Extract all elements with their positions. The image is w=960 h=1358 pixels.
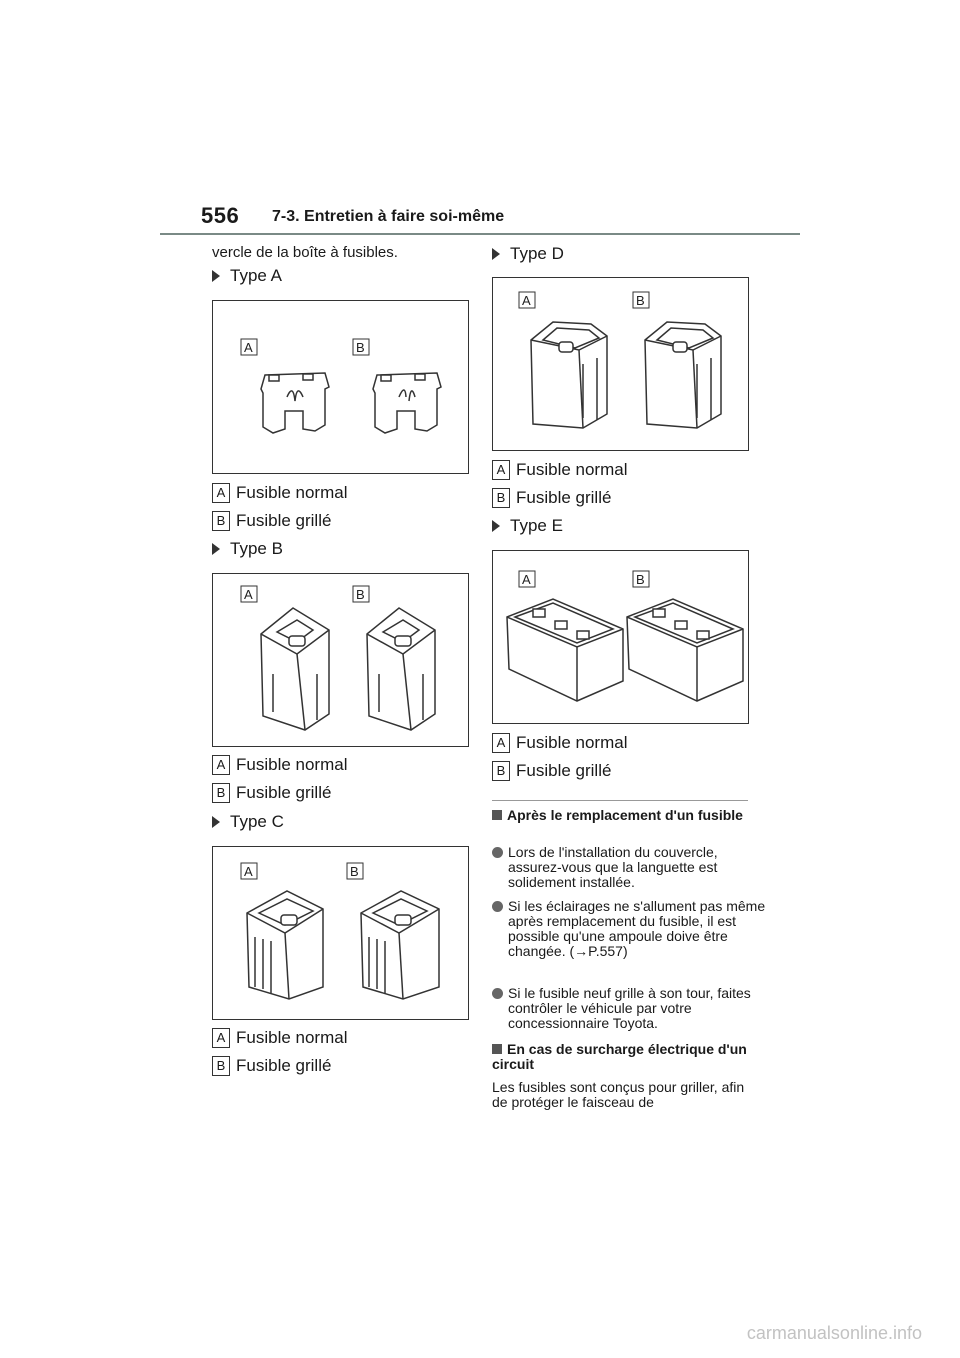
fuse-b-blown: [361, 891, 439, 999]
type-e-illustration: [493, 551, 748, 723]
type-d-legend-b: [492, 487, 611, 509]
fuse-a-normal: [247, 891, 323, 999]
tag-b-badge: B: [212, 1056, 230, 1076]
svg-text:B: B: [636, 293, 645, 308]
type-a-heading: [212, 266, 282, 286]
watermark: carmanualsonline.info: [746, 1323, 922, 1343]
type-c-legend-b: [212, 1055, 331, 1077]
legend-label: Fusible normal: [236, 483, 348, 502]
tag-a-badge: A: [492, 733, 510, 753]
legend-label: Fusible grillé: [236, 511, 332, 530]
note-bullet-1: [492, 845, 764, 890]
type-a-heading-text: Type A: [230, 266, 282, 285]
notes-divider: [492, 800, 748, 801]
type-b-heading: [212, 539, 283, 559]
svg-text:A: A: [522, 293, 531, 308]
fuse-b-blown: [367, 608, 435, 730]
type-b-legend-a: [212, 754, 348, 776]
svg-text:A: A: [244, 340, 253, 355]
type-c-illustration: [213, 847, 468, 1019]
section-title: 7-3. Entretien à faire soi-même: [272, 208, 505, 225]
header-rule: [160, 233, 800, 235]
type-a-legend-a: [212, 482, 348, 504]
tag-a: [519, 571, 535, 587]
square-bullet-icon: [492, 1044, 502, 1054]
tag-b: [633, 292, 649, 308]
tag-a: [519, 292, 535, 308]
type-c-heading: [212, 812, 284, 832]
tag-b: [633, 571, 649, 587]
tag-b-badge: B: [212, 511, 230, 531]
svg-text:B: B: [356, 340, 365, 355]
svg-text:A: A: [244, 864, 253, 879]
type-e-heading-text: Type E: [510, 516, 563, 535]
overload-heading-text: En cas de surcharge électrique d'un circuit: [492, 1041, 747, 1072]
arrow-icon: [492, 248, 500, 260]
legend-label: Fusible grillé: [516, 761, 612, 780]
type-b-heading-text: Type B: [230, 539, 283, 558]
note-bullet-3: [492, 986, 764, 1031]
tag-a-badge: A: [212, 755, 230, 775]
fuse-b-blown: [627, 599, 743, 701]
type-d-heading-text: Type D: [510, 244, 564, 263]
type-b-legend-b: [212, 782, 331, 804]
type-b-illustration: [213, 574, 468, 746]
type-e-figure: [492, 550, 749, 724]
legend-label: Fusible grillé: [516, 488, 612, 507]
fuse-a-normal: [507, 599, 623, 701]
after-replacement-heading: [492, 808, 752, 823]
type-e-legend-b: [492, 760, 611, 782]
legend-label: Fusible grillé: [236, 783, 332, 802]
tag-b-badge: B: [492, 488, 510, 508]
square-bullet-icon: [492, 810, 502, 820]
type-b-figure: [212, 573, 469, 747]
bullet-dot-icon: [492, 901, 503, 912]
legend-label: Fusible normal: [516, 460, 628, 479]
tag-a: [241, 339, 257, 355]
after-replacement-heading-text: Après le remplacement d'un fusible: [507, 807, 743, 823]
tag-b: [353, 339, 369, 355]
note-bullet-3-text: Si le fusible neuf grille à son tour, faites contrôler le véhicule par votre concessionnaire Toyota.: [508, 985, 751, 1031]
type-c-figure: [212, 846, 469, 1020]
tag-b: [347, 863, 363, 879]
type-d-legend-a: [492, 459, 628, 481]
legend-label: Fusible grillé: [236, 1056, 332, 1075]
overload-heading: [492, 1042, 752, 1072]
tag-a: [241, 863, 257, 879]
type-a-legend-b: [212, 510, 331, 532]
fuse-a-normal: [531, 322, 607, 428]
arrow-icon: [212, 543, 220, 555]
bullet-dot-icon: [492, 847, 503, 858]
svg-text:B: B: [350, 864, 359, 879]
tag-b: [353, 586, 369, 602]
svg-text:A: A: [244, 587, 253, 602]
fuse-a-normal: [261, 373, 329, 433]
type-e-heading: [492, 516, 563, 536]
tag-b-badge: B: [492, 761, 510, 781]
tag-a-badge: A: [212, 483, 230, 503]
svg-text:B: B: [636, 572, 645, 587]
arrow-icon: [492, 520, 500, 532]
note-bullet-1-text: Lors de l'installation du couvercle, assurez-vous que la languette est solidement installée.: [508, 844, 718, 890]
legend-label: Fusible normal: [236, 755, 348, 774]
page-number: 556: [201, 203, 240, 228]
tag-a-badge: A: [212, 1028, 230, 1048]
legend-label: Fusible normal: [236, 1028, 348, 1047]
fuse-a-normal: [261, 608, 329, 730]
type-a-figure: [212, 300, 469, 474]
tag-a-badge: A: [492, 460, 510, 480]
legend-label: Fusible normal: [516, 733, 628, 752]
tag-b-badge: B: [212, 783, 230, 803]
type-d-figure: [492, 277, 749, 451]
type-e-legend-a: [492, 732, 628, 754]
svg-text:A: A: [522, 572, 531, 587]
intro-text: vercle de la boîte à fusibles.: [212, 244, 398, 261]
bullet-dot-icon: [492, 988, 503, 999]
arrow-icon: [212, 816, 220, 828]
tag-a: [241, 586, 257, 602]
fuse-b-blown: [373, 373, 441, 433]
arrow-icon: [212, 270, 220, 282]
note-bullet-2: [492, 899, 766, 959]
type-c-legend-a: [212, 1027, 348, 1049]
svg-text:B: B: [356, 587, 365, 602]
type-a-illustration: [213, 301, 468, 473]
note-bullet-2-text: Si les éclairages ne s'allument pas même après remplacement du fusible, il est possible qu'une ampoule doive être changée. (→P.557): [508, 898, 766, 959]
fuse-b-blown: [645, 322, 721, 428]
type-c-heading-text: Type C: [230, 812, 284, 831]
overload-text: Les fusibles sont conçus pour griller, afin de protéger le faisceau de: [492, 1079, 745, 1110]
type-d-heading: [492, 244, 564, 264]
type-d-illustration: [493, 278, 748, 450]
